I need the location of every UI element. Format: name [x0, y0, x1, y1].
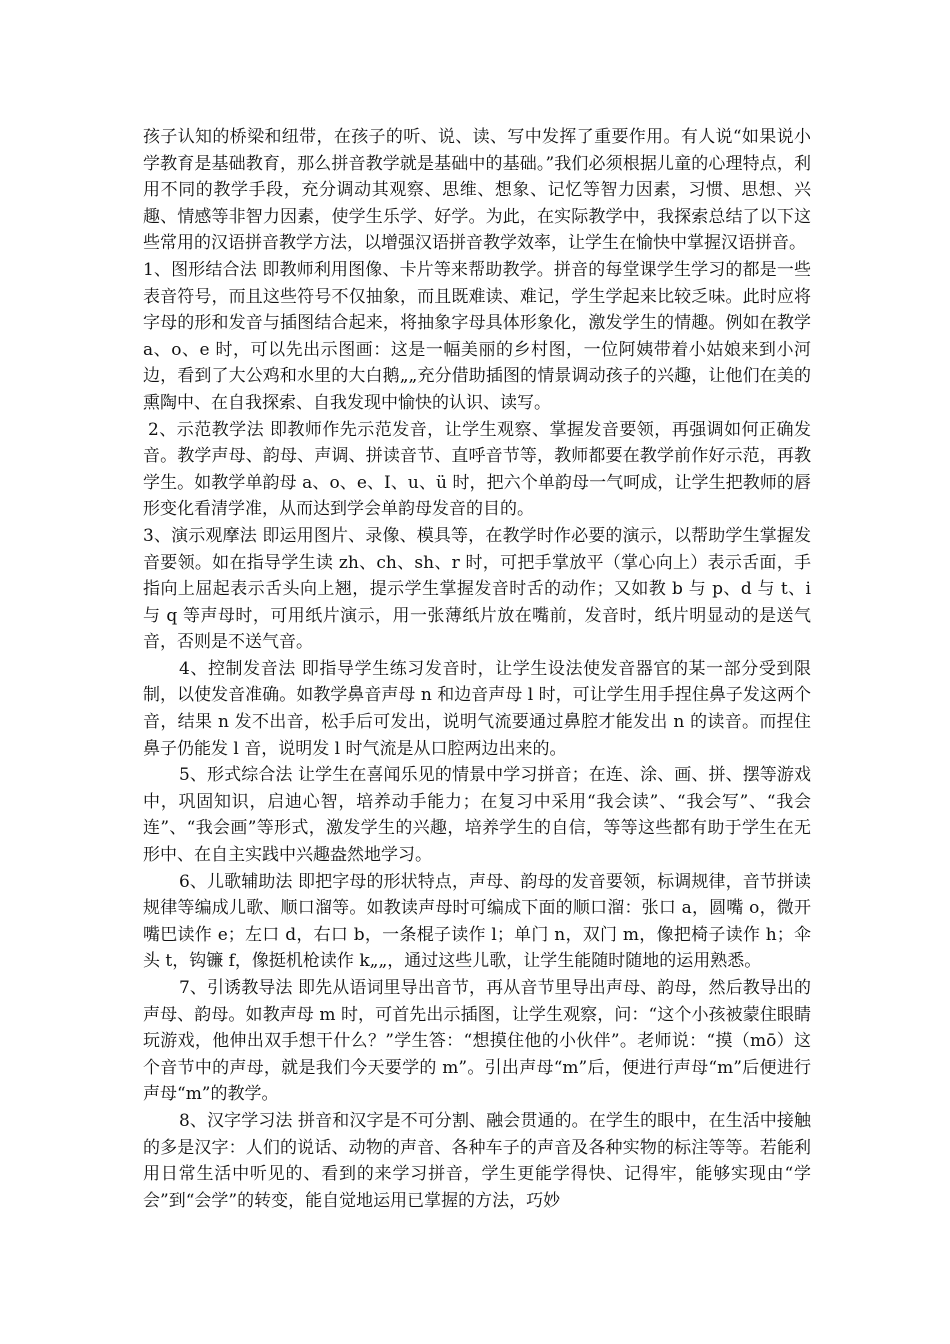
document-body: [143, 124, 811, 1214]
paragraph-method-5: 5、形式综合法 让学生在喜闻乐见的情景中学习拼音；在连、涂、画、拼、摆等游戏中，巩固知识，启迪心智，培养动手能力；在复习中采用“我会读”、“我会写”、“我会连”、“我会画”等形式，激发学生的兴趣，培养学生的自信，等等这些都有助于学生在无形中、在自主实践中兴趣盎然地学习。: [143, 765, 811, 866]
paragraph-method-1: 1、图形结合法 即教师利用图像、卡片等来帮助教学。拼音的每堂课学生学习的都是一些表音符号，而且这些符号不仅抽象，而且既难读、难记，学生学起来比较乏味。此时应将字母的形和发音与插图结合起来，将抽象字母具体形象化，激发学生的情趣。例如在教学 a、o、e 时，可以先出示图画：这是一幅美丽的乡村图，一位阿姨带着小姑娘来到小河边，看到了大公鸡和水里的大白鹅„„充分借助插图的情景调动孩子的兴趣，让他们在美的熏陶中、在自我探索、自我发现中愉快的认识、读写。: [143, 259, 811, 413]
paragraph-method-7: 7、引诱教导法 即先从语词里导出音节，再从音节里导出声母、韵母，然后教导出的声母、韵母。如教声母 m 时，可首先出示插图，让学生观察，问：“这个小孩被蒙住眼睛玩游戏，他伸出双手想干什么？”学生答：“想摸住他的小伙伴”。老师说：“摸（mō）这个音节中的声母，就是我们今天要学的 m”。引出声母“m”后，便进行声母“m”后便进行声母“m”的教学。: [143, 978, 811, 1105]
paragraph-method-8: 8、汉字学习法 拼音和汉字是不可分割、融会贯通的。在学生的眼中，在生活中接触的多是汉字：人们的说话、动物的声音、各种车子的声音及各种实物的标注等等。若能利用日常生活中听见的、看到的来学习拼音，学生更能学得快、记得牢，能够实现由“学会”到“会学”的转变，能自觉地运用已掌握的方法，巧妙: [143, 1110, 811, 1211]
paragraph-intro: 孩子认知的桥梁和纽带，在孩子的听、说、读、写中发挥了重要作用。有人说“如果说小学教育是基础教育，那么拼音教学就是基础中的基础。”我们必须根据儿童的心理特点，利用不同的教学手段，充分调动其观察、思维、想象、记忆等智力因素，习惯、思想、兴趣、情感等非智力因素，使学生乐学、好学。为此，在实际教学中，我探索总结了以下这些常用的汉语拼音教学方法，以增强汉语拼音教学效率，让学生在愉快中掌握汉语拼音。: [143, 127, 811, 254]
paragraph-method-4: 4、控制发音法 即指导学生练习发音时，让学生设法使发音器官的某一部分受到限制，以使发音准确。如教学鼻音声母 n 和边音声母 l 时，可让学生用手捏住鼻子发这两个音，结果 n 发不出音，松手后可发出，说明气流要通过鼻腔才能发出 n 的读音。而捏住鼻子仍能发 l 音，说明发 l 时气流是从口腔两边出来的。: [143, 658, 811, 759]
paragraph-method-6: 6、儿歌辅助法 即把字母的形状特点，声母、韵母的发音要领，标调规律，音节拼读规律等编成儿歌、顺口溜等。如教读声母时可编成下面的顺口溜：张口 a，圆嘴 o，微开嘴巴读作 e；左口 d，右口 b，一条棍子读作 l；单门 n，双门 m，像把椅子读作 h；伞头 t，钩镰 f，像挺机枪读作 k„„，通过这些儿歌，让学生能随时随地的运用熟悉。: [143, 871, 811, 972]
paragraph-method-3: 3、演示观摩法 即运用图片、录像、模具等，在教学时作必要的演示，以帮助学生掌握发音要领。如在指导学生读 zh、ch、sh、r 时，可把手掌放平（掌心向上）表示舌面，手指向上屈起表示舌头向上翘，提示学生掌握发音时舌的动作；又如教 b 与 p、d 与 t、i 与 q 等声母时，可用纸片演示，用一张薄纸片放在嘴前，发音时，纸片明显动的是送气音，否则是不送气音。: [143, 525, 811, 653]
paragraph-method-2: 2、示范教学法 即教师作先示范发音，让学生观察、掌握发音要领，再强调如何正确发音。教学声母、韵母、声调、拼读音节、直呼音节等，教师都要在教学前作好示范，再教学生。如教学单韵母 a、o、e、I、u、ü 时，把六个单韵母一气呵成，让学生把教师的唇形变化看清学准，从而达到学会单韵母发音的目的。: [143, 419, 811, 520]
